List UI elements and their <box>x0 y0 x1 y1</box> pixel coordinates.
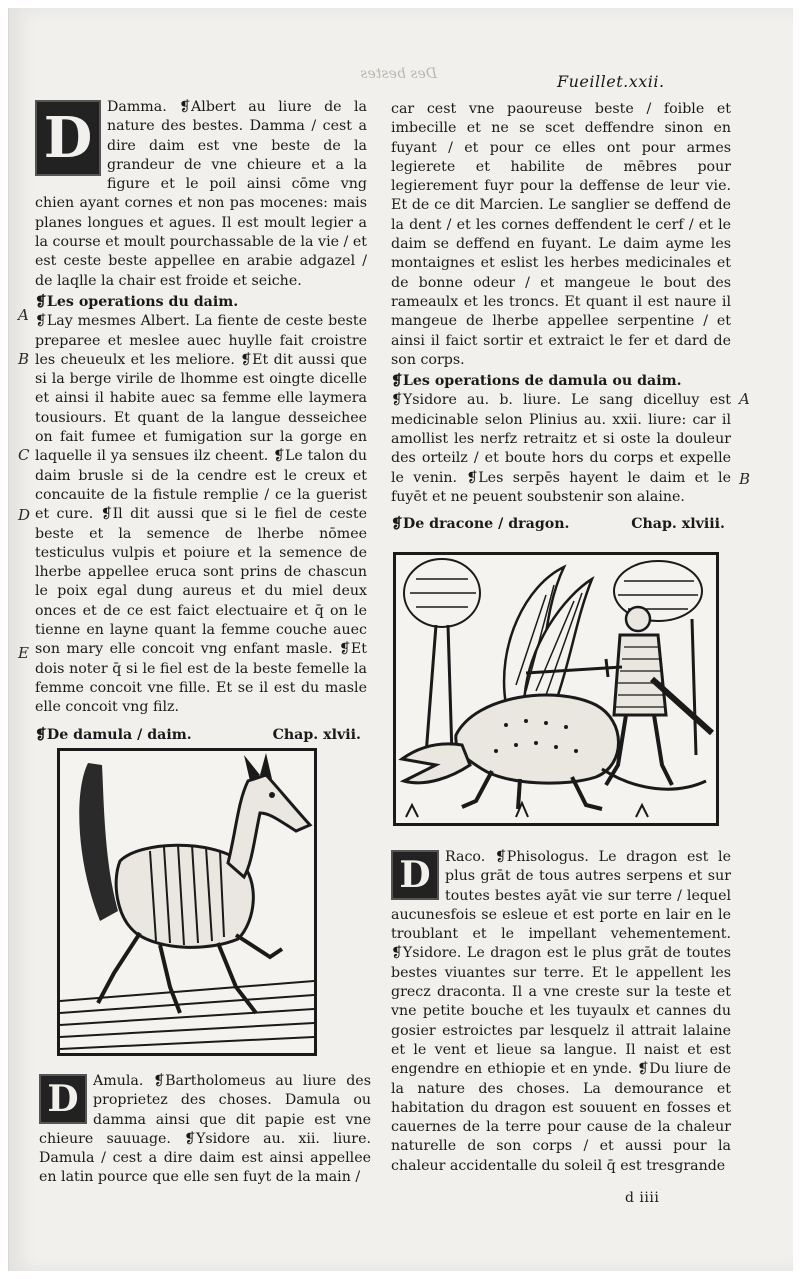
right-column-upper <box>391 100 731 539</box>
margin-letter-a-left: A <box>18 306 29 324</box>
left-column-lower <box>39 1072 371 1188</box>
paragraph-damula: Amula. ❡Bartholomeus au liure des proprietez des choses. Damula ou damma ainsi que dit papie est vne chieure sauuage. ❡Ysidore au. xii. liure. Damula / cest a dire daim est ainsi appellee en latin pource que elle sen fuyt de la main / <box>39 1073 371 1186</box>
chapter-heading-dragon <box>391 515 731 534</box>
woodcut-deer <box>57 748 317 1056</box>
woodcut-dragon-knight <box>393 552 719 826</box>
margin-letter-a-right: A <box>739 390 750 408</box>
chapter-title: ❡De damula / daim. <box>35 726 192 743</box>
paragraph-ysidore: ❡Ysidore au. b. liure. Le sang dicelluy est medicinable selon Plinius au. xxii. liure: car il amollist les nerfz retraitz et si oste la douleur des orteilz / et boute hors du corps et expelle le venin. ❡Les serpēs hayent le daim et le fuyēt et ne peuent soubstenir son alaine. <box>391 392 731 505</box>
paragraph-albert: ❡Lay mesmes Albert. La fiente de ceste beste preparee et meslee auec huylle fait croistre les cheueulx et les meliore. ❡Et dit aussi que si la berge virile de lhomme est oingte dicelle et ainsi il habite auec sa femme elle laymera tousiours. Et quant de la langue desseichee on fait fumee et fumigation sur la gorge en laquelle il ya sensues ilz cheent. ❡Le talon du daim brusle si de la cendre est le creux et concauite de la fistule remplie / ce la guerist et cure. ❡Il dit aussi que si le fiel de ceste beste et la semence de lherbe nōmee testiculus vulpis et poiure et la semence de lherbe appellee eruca sont prins de chascun le poix egal dung aureus et du miel deux onces et de ce est faict electuaire et q̄ on le tienne en layne quant la femme couche auec son mary elle concoit vng enfant masle. ❡Et dois noter q̄ si le fiel est de la beste femelle la femme concoit vne fille. Et se il est du masle elle concoit vng filz. <box>35 313 367 716</box>
folio-number: Fueillet.xxii. <box>557 72 665 91</box>
heading-operations-daim: ❡Les operations du daim. <box>35 293 239 310</box>
chapter-number: Chap. xlvii. <box>272 726 361 743</box>
left-column-upper <box>35 98 367 749</box>
decorated-initial-d-draco: D <box>391 850 439 900</box>
margin-letter-b-right: B <box>739 470 751 488</box>
dragon-knight-illustration <box>396 555 716 823</box>
margin-letter-e-left: E <box>18 644 29 662</box>
margin-letter-b-left: B <box>18 350 30 368</box>
paragraph-paoureuse: car cest vne paoureuse beste / foible et imbecille et ne se scet deffendre sinon en fuyant / et pour ce elles ont pour armes legierete et habilite de mēbres pour legierement fuyr pour la deffense de leur vie. Et de ce dit Marcien. Le sanglier se deffend de la dent / et les cornes deffendent le cerf / et le daim se deffend en fuyant. Le daim ayme les montaignes et eslist les herbes medicinales et de bonne odeur / et mangeue le bout des rameaulx et les troncs. Et quant il est naure il mangeue de lherbe appellee serpentine / et ainsi il faict sortir et extraict le fer et dard de son corps. <box>391 101 731 368</box>
book-page <box>8 8 793 1271</box>
paragraph-draco: Raco. ❡Phisologus. Le dragon est le plus grāt de tous autres serpens et sur toutes bestes ayāt vie sur terre / lequel aucunesfois se esleue et est porte en lair en le troublant et le impellant vehementement. ❡Ysidore. Le dragon est le plus grāt de toutes bestes viuantes sur terre. Et le appellent les grecz draconta. Il a vne creste sur la teste et vne petite bouche et les tuyaulx et cannes du gosier estroictes par lesquelz il attrait lalaine et le vent et lieue sa langue. Il naist et est engendre en ethiopie et en ynde. ❡Du liure de la nature des choses. La demourance et habitation du dragon est souuent en fosses et cauernes de la terre pour cause de la chaleur naturelle de son corps / et aussi pour la chaleur accidentalle du soleil q̄ est tresgrande <box>391 849 731 1174</box>
chapter-heading-damula <box>35 726 367 745</box>
heading-operations-damula: ❡Les operations de damula ou daim. <box>391 373 682 390</box>
decorated-initial-d-damula: D <box>39 1074 87 1124</box>
bleed-through-text: Des bestes <box>360 66 437 82</box>
decorated-initial-d: D <box>35 100 101 176</box>
paragraph-damma: Damma. ❡Albert au liure de la nature des bestes. Damma / cest a dire daim est vne beste de la grandeur de vne chieure et a la figure et le poil ainsi cōme vng chien ayant cornes et non pas mocenes: mais planes longues et agues. Il est moult legier a la course et moult pourchassable de la vie / et est ceste beste appellee en arabie adgazel / de laqlle la chair est froide et seiche. <box>35 99 367 289</box>
margin-letter-d-left: D <box>18 506 31 524</box>
deer-illustration <box>60 751 314 1053</box>
margin-letter-c-left: C <box>18 446 30 464</box>
right-column-lower <box>391 848 731 1176</box>
chapter-number-dragon: Chap. xlviii. <box>631 516 725 533</box>
signature-mark: d iiii <box>625 1190 660 1206</box>
chapter-title-dragon: ❡De dracone / dragon. <box>391 516 570 533</box>
